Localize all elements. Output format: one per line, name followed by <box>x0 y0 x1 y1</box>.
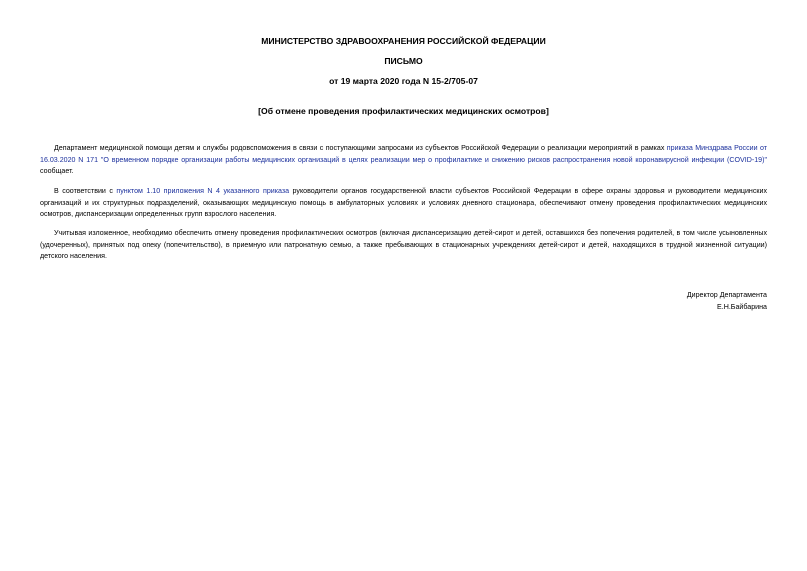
paragraph-1 <box>40 143 767 178</box>
signature-block <box>687 290 767 313</box>
paragraph-3-text: Учитывая изложенное, необходимо обеспечить отмену проведения профилактических осмотров (включая диспансеризацию детей-сирот и детей, оставшихся без попечения родителей, в том числе усыновленных (удочеренных), принятых под опеку (попечительство), в приемную или патронатную семью, а также пребывающих в стационарных учреждениях детей-сирот и детей, находящихся в трудной жизненной ситуации) детского населения. <box>40 229 767 260</box>
signature-position: Директор Департамента <box>686 291 767 299</box>
paragraph-2 <box>40 186 767 221</box>
document-type: ПИСЬМО <box>384 56 423 66</box>
clause-1-10-link[interactable]: пунктом 1.10 приложения N 4 указанного приказа <box>116 187 290 195</box>
paragraph-2-text-before: В соответствии с <box>54 187 117 195</box>
document-subject: [Об отмене проведения профилактических медицинских осмотров] <box>258 106 549 116</box>
ministry-heading: МИНИСТЕРСТВО ЗДРАВООХРАНЕНИЯ РОССИЙСКОЙ ФЕДЕРАЦИИ <box>261 36 546 46</box>
document-date-number: от 19 марта 2020 года N 15-2/705-07 <box>329 76 478 86</box>
order-171-link[interactable]: приказа Минздрава России от 16.03.2020 N 171 "О временном порядке организации работы медицинских организаций в целях реализации мер о профилактике и снижению рисков распространения новой коронавирусной инфекции (COVID-19)" <box>40 144 767 164</box>
paragraph-3 <box>40 228 767 263</box>
paragraph-1-text-before: Департамент медицинской помощи детям и службы родовспоможения в связи с поступающими запросами из субъектов Российской Федерации о реализации мероприятий в рамках <box>54 144 667 152</box>
paragraph-2-text-after: руководители органов государственной власти субъектов Российской Федерации в сфере охраны здоровья и руководители медицинских организаций и их структурных подразделений, оказывающих медицинскую помощь в амбулаторных условиях и условиях дневного стационара, обеспечивают отмену проведения профилактических медицинских осмотров, диспансеризации определенных групп взрослого населения. <box>40 187 768 218</box>
signature-name: Е.Н.Байбарина <box>717 302 767 311</box>
paragraph-1-text-after: сообщает. <box>40 167 74 175</box>
